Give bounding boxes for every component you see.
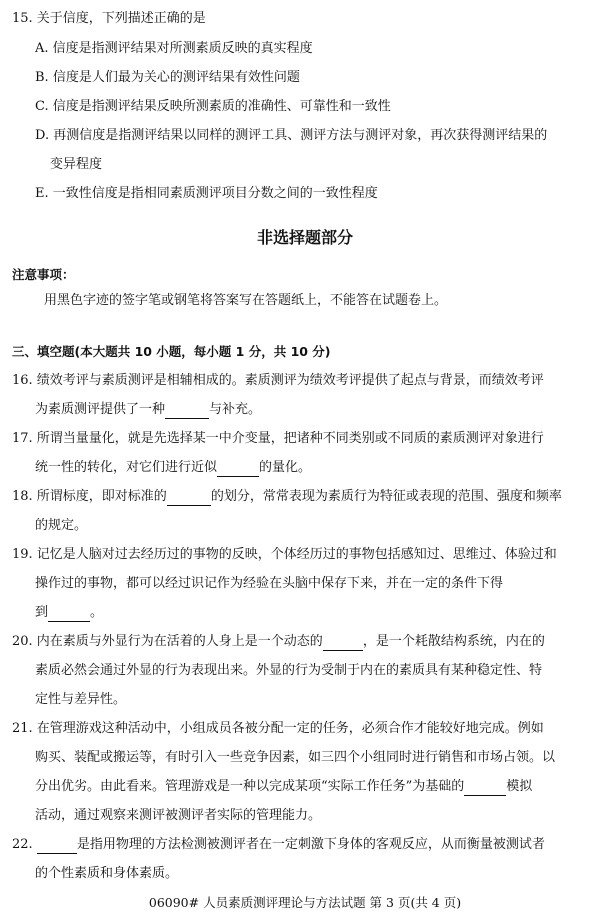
q19-text-after-blank: 。 [90, 605, 104, 620]
q19-line1: 19. 记忆是人脑对过去经历过的事物的反映，个体经历过的事物包括感知过、思维过、体验过和 [12, 547, 557, 562]
q15-option-c: C. 信度是指测评结果反映所测素质的准确性、可靠性和一致性 [35, 99, 391, 114]
q17-answer-blank [217, 461, 259, 477]
q21-line3 [35, 778, 532, 796]
q20-text-before-blank: 20. 内在素质与外显行为在活着的人身上是一个动态的 [12, 634, 323, 649]
q22-number: 22. [12, 837, 33, 852]
q21-text-before-blank: 分出优劣。由此看来。管理游戏是一种以完成某项“实际工作任务”为基础的 [35, 779, 465, 794]
q21-answer-blank [464, 780, 506, 796]
section-title: 非选择题部分 [256, 228, 353, 247]
q19-line3 [35, 604, 103, 622]
q15-stem: 15. 关于信度，下列描述正确的是 [12, 11, 206, 26]
q21-line4: 活动，通过观察来测评被测评者实际的管理能力。 [35, 808, 322, 823]
page-footer: 06090# 人员素质测评理论与方法试题 第 3 页(共 4 页) [148, 895, 462, 910]
notice-text: 用黑色字迹的签字笔或钢笔将答案写在答题纸上，不能答在试题卷上。 [44, 293, 448, 308]
q15-option-a: A. 信度是指测评结果对所测素质反映的真实程度 [35, 41, 313, 56]
q16-text-before-blank: 为素质测评提供了一种 [35, 402, 166, 417]
q18-answer-blank [167, 490, 211, 506]
q20-text-after-blank: ，是一个耗散结构系统，内在的 [362, 634, 545, 649]
q20-line3: 定性与差异性。 [35, 692, 127, 707]
q18-line1 [12, 488, 562, 506]
notice-title: 注意事项： [12, 267, 75, 282]
q22-line1 [12, 836, 545, 854]
q22-line2: 的个性素质和身体素质。 [35, 866, 179, 881]
q16-line2 [35, 401, 261, 419]
q18-text-after-blank: 的划分，常常表现为素质行为特征或表现的范围、强度和频率 [210, 489, 562, 504]
q16-text-after-blank: 与补充。 [209, 402, 262, 417]
q20-line1 [12, 633, 545, 651]
q21-line1: 21. 在管理游戏这种活动中，小组成员各被分配一定的任务，必须合作才能较好地完成。例如 [12, 721, 544, 736]
q15-option-e: E. 一致性信度是指相同素质测评项目分数之间的一致性程度 [35, 186, 378, 201]
q22-text-after-blank: 是指用物理的方法检测被测评者在一定刺激下身体的客观反应，从而衡量被测试者 [76, 837, 545, 852]
q20-answer-blank [323, 635, 363, 651]
q22-answer-blank [37, 838, 77, 854]
q15-option-d: D. 再测信度是指测评结果以同样的测评工具、测评方法与测评对象，再次获得测评结果的 [35, 128, 548, 143]
q19-answer-blank [48, 606, 90, 622]
q18-text-before-blank: 18. 所谓标度，即对标准的 [12, 489, 167, 504]
q17-line1: 17. 所谓当量量化，就是先选择某一中介变量，把诸种不同类别或不同质的素质测评对象进行 [12, 431, 544, 446]
q17-line2 [35, 459, 311, 477]
q17-text-before-blank: 统一性的转化，对它们进行近似 [35, 460, 218, 475]
q16-answer-blank [165, 403, 209, 419]
q18-line2: 的规定。 [35, 518, 88, 533]
q17-text-after-blank: 的量化。 [259, 460, 312, 475]
q19-line2: 操作过的事物，都可以经过识记作为经验在头脑中保存下来，并在一定的条件下得 [35, 576, 504, 591]
q20-line2: 素质必然会通过外显的行为表现出来。外显的行为受制于内在的素质具有某种稳定性、特 [35, 663, 543, 678]
q15-option-d-continued: 变异程度 [50, 157, 103, 172]
q15-option-b: B. 信度是人们最为关心的测评结果有效性问题 [35, 70, 300, 85]
q16-line1: 16. 绩效考评与素质测评是相辅相成的。素质测评为绩效考评提供了起点与背景，而绩效考评 [12, 373, 544, 388]
q21-text-after-blank: 模拟 [506, 779, 533, 794]
q21-line2: 购买、装配或搬运等，有时引入一些竞争因素，如三四个小组同时进行销售和市场占领。以 [35, 750, 556, 765]
part3-header: 三、填空题(本大题共 10 小题，每小题 1 分，共 10 分) [12, 344, 331, 359]
q19-text-before-blank: 到 [35, 605, 49, 620]
